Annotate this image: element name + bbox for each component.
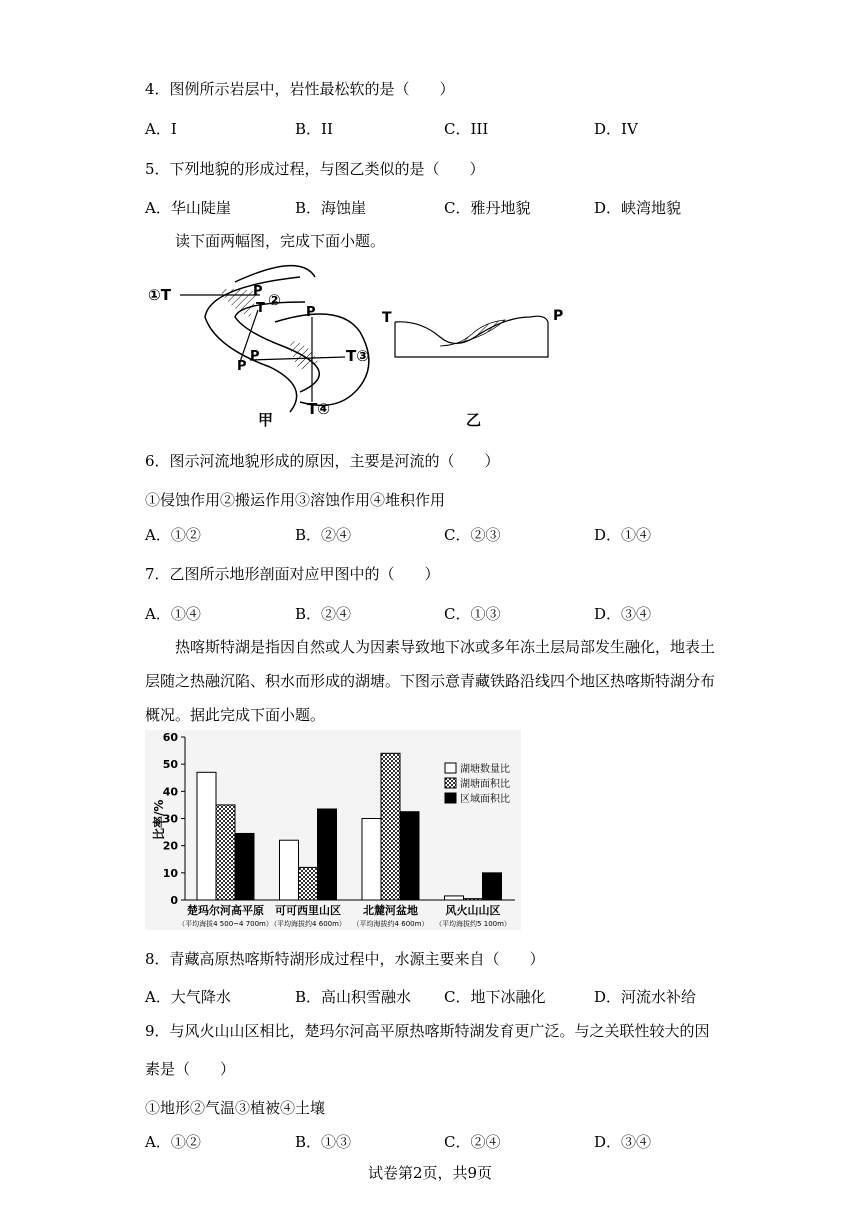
bar xyxy=(197,772,216,900)
q8-option-a: A．大气降水 xyxy=(145,988,231,1006)
y-tick-label: 40 xyxy=(162,785,178,799)
q6-option-a: A．①② xyxy=(145,526,201,544)
q7-stem: 7．乙图所示地形剖面对应甲图中的（ ） xyxy=(145,565,440,583)
q7-option-b: B．②④ xyxy=(295,605,352,623)
river-bank-outer-2 xyxy=(235,266,315,282)
q9-stem-1: 9．与风火山山区相比，楚玛尔河高平原热喀斯特湖发育更广泛。与之关联性较大的因 xyxy=(145,1022,710,1040)
label-t1: ①T xyxy=(148,286,171,304)
intro-2-line-1: 热喀斯特湖是指因自然或人为因素导致地下冰或多年冻土层局部发生融化，地表土 xyxy=(175,638,716,656)
q7-option-a: A．①④ xyxy=(145,605,201,623)
category-label: 北麓河盆地 xyxy=(363,904,418,917)
q9-option-b: B．①③ xyxy=(295,1133,352,1151)
bar xyxy=(235,833,254,900)
bar xyxy=(318,809,337,900)
q4-option-a: A．I xyxy=(145,120,177,138)
label-p4: P xyxy=(306,305,316,320)
y-tick-label: 30 xyxy=(162,812,178,826)
q9-option-d: D．③④ xyxy=(594,1133,652,1151)
label-2: ② xyxy=(268,291,281,309)
label-t4: T④ xyxy=(307,400,330,418)
q6-option-c: C．②③ xyxy=(444,526,501,544)
intro-2-line-3: 概况。据此完成下面小题。 xyxy=(145,706,326,724)
q8-stem: 8．青藏高原热喀斯特湖形成过程中，水源主要来自（ ） xyxy=(145,950,545,968)
intro-1: 读下面两幅图，完成下面小题。 xyxy=(175,232,386,250)
caption-jia: 甲 xyxy=(258,411,274,429)
q5-stem: 5．下列地貌的形成过程，与图乙类似的是（ ） xyxy=(145,160,485,178)
q8-option-b: B．高山积雪融水 xyxy=(295,988,412,1006)
bar xyxy=(280,840,299,900)
q9-stem-2: 素是（ ） xyxy=(145,1060,236,1078)
q4-option-d: D．IV xyxy=(594,120,638,138)
q9-option-a: A．①② xyxy=(145,1133,201,1151)
q6-option-d: D．①④ xyxy=(594,526,652,544)
q5-option-c: C．雅丹地貌 xyxy=(444,199,531,217)
category-note: （平均海拔约4 600m） xyxy=(270,920,346,928)
legend-label: 湖塘面积比 xyxy=(460,779,510,790)
q5-option-b: B．海蚀崖 xyxy=(295,199,367,217)
q8-option-c: C．地下冰融化 xyxy=(444,988,546,1006)
category-label: 楚玛尔河高平原 xyxy=(187,904,264,917)
river-diagram xyxy=(140,262,590,432)
y-tick-label: 10 xyxy=(162,866,178,880)
q4-option-b: B．II xyxy=(295,120,333,138)
y-tick-label: 60 xyxy=(162,731,178,744)
q6-items: ①侵蚀作用②搬运作用③溶蚀作用④堆积作用 xyxy=(145,491,446,509)
intro-2-line-2: 层随之热融沉陷、积水而形成的湖塘。下图示意青藏铁路沿线四个地区热喀斯特湖分布 xyxy=(145,672,716,690)
bar xyxy=(299,867,318,900)
q8-option-d: D．河流水补给 xyxy=(594,988,697,1006)
bar xyxy=(400,812,419,900)
category-note: （平均海拔约5 100m） xyxy=(435,920,511,928)
q9-items: ①地形②气温③植被④土壤 xyxy=(145,1099,326,1117)
label-t3: T③ xyxy=(346,347,369,365)
caption-yi: 乙 xyxy=(466,411,482,429)
chart-ylabel: 比率/% xyxy=(152,799,166,840)
legend-swatch xyxy=(445,793,456,803)
q4-stem: 4．图例所示岩层中，岩性最松软的是（ ） xyxy=(145,80,455,98)
label-p3: P xyxy=(237,359,247,374)
bar xyxy=(464,899,483,900)
label-yi-t: T xyxy=(382,310,392,326)
category-label: 风火山山区 xyxy=(445,904,501,917)
legend-swatch xyxy=(445,763,456,773)
category-note: （平均海拔4 500~4 700m） xyxy=(178,920,273,928)
q5-option-a: A．华山陡崖 xyxy=(145,199,231,217)
label-t2: T xyxy=(256,301,265,316)
q6-stem: 6．图示河流地貌形成的原因，主要是河流的（ ） xyxy=(145,452,500,470)
y-tick-label: 20 xyxy=(162,839,178,853)
legend-swatch xyxy=(445,778,456,788)
category-note: （平均海拔约4 600m） xyxy=(352,920,429,928)
q7-option-d: D．③④ xyxy=(594,605,652,623)
page-footer: 试卷第2页，共9页 xyxy=(367,1164,493,1182)
q9-option-c: C．②④ xyxy=(444,1133,501,1151)
q5-option-d: D．峡湾地貌 xyxy=(594,199,682,217)
q4-option-c: C．III xyxy=(444,120,489,138)
bar xyxy=(445,896,464,900)
legend-label: 区域面积比 xyxy=(460,794,510,805)
bar xyxy=(381,753,400,900)
bar xyxy=(483,873,502,900)
label-yi-p: P xyxy=(553,308,564,324)
bar xyxy=(362,819,381,901)
point-bar-2 xyxy=(290,340,318,370)
legend-label: 湖塘数量比 xyxy=(460,764,510,775)
bar xyxy=(216,805,235,900)
label-p1: P xyxy=(253,284,263,299)
y-tick-label: 0 xyxy=(170,894,178,907)
bar-chart xyxy=(145,730,521,930)
y-tick-label: 50 xyxy=(162,758,178,772)
q7-option-c: C．①③ xyxy=(444,605,501,623)
q6-option-b: B．②④ xyxy=(295,526,352,544)
category-label: 可可西里山区 xyxy=(275,904,341,917)
label-p2: P xyxy=(250,349,260,364)
